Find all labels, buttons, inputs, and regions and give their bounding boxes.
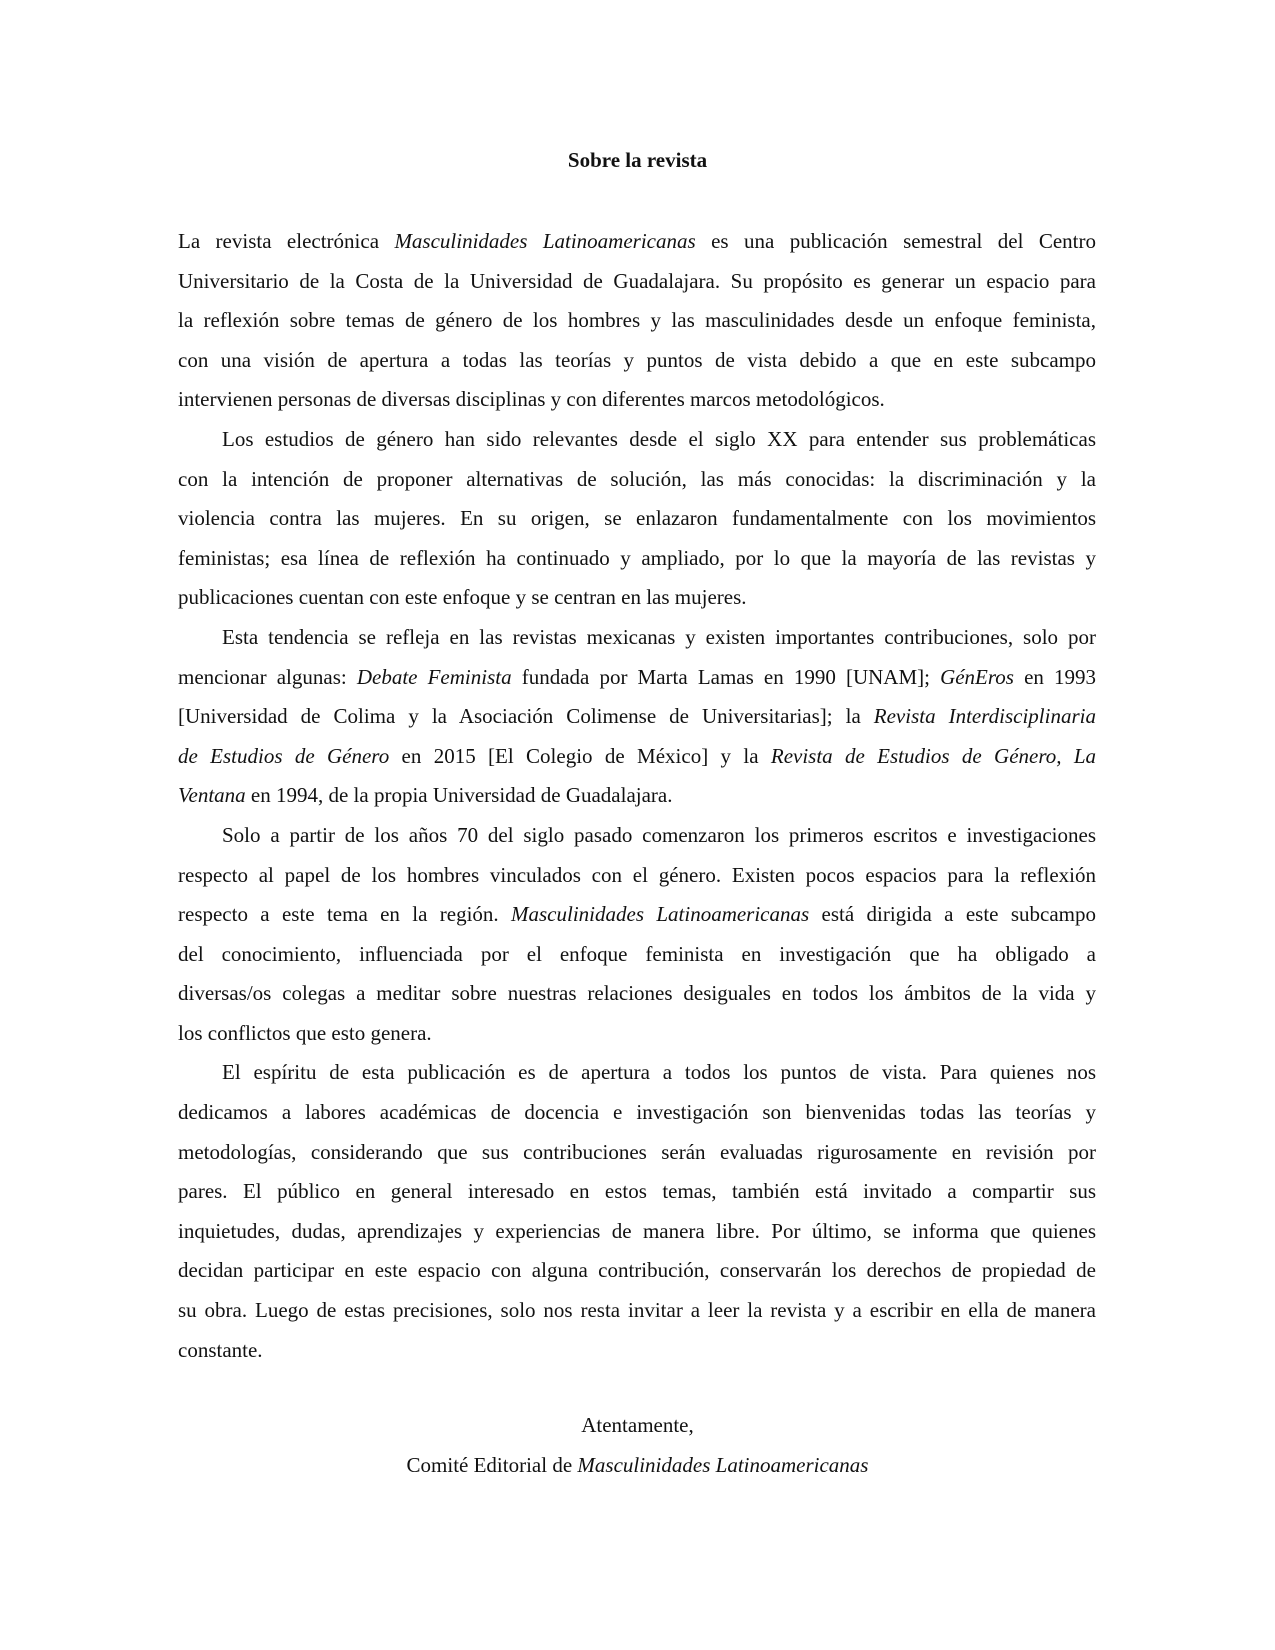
italic-title: Debate Feminista (356, 664, 512, 689)
text-run: Solo a partir de los años 70 del siglo pasado comenzaron los primeros escritos e investigaciones (222, 822, 1096, 847)
text-run: constante. (178, 1337, 263, 1362)
text-run: mencionar algunas: (178, 664, 357, 689)
text-run: inquietudes, dudas, aprendizajes y experiencias de manera libre. Por último, se informa que quienes (178, 1218, 1096, 1243)
italic-title: Revista Interdisciplinaria (873, 704, 1096, 729)
text-run: dedicamos a labores académicas de docencia e investigación son bienvenidas todas las teorías y (178, 1100, 1096, 1125)
text-line (178, 1291, 1096, 1331)
text-run: Universitario de la Costa de la Universidad de Guadalajara. Su propósito es generar un espacio para (178, 268, 1096, 293)
paragraph (178, 816, 1096, 1054)
text-line (178, 1251, 1096, 1291)
text-run: La revista electrónica (178, 229, 395, 253)
text-line (178, 658, 1096, 698)
text-line (178, 301, 1096, 341)
text-run: del conocimiento, influenciada por el enfoque feminista en investigación que ha obligado a (178, 941, 1096, 966)
text-run: diversas/os colegas a meditar sobre nuestras relaciones desiguales en todos los ámbitos de la vida y (178, 981, 1096, 1006)
text-line (178, 1172, 1096, 1212)
text-line (178, 697, 1096, 737)
text-run: la reflexión sobre temas de género de los hombres y las masculinidades desde un enfoque feminista, (178, 308, 1096, 333)
text-run: está dirigida a este subcampo (809, 902, 1096, 927)
page-title: Sobre la revista (567, 148, 708, 172)
signature (0, 1446, 1275, 1486)
text-run: en 2015 [El Colegio de México] y la (389, 743, 771, 768)
text-run: pares. El público en general interesado en estos temas, también está invitado a compartir sus (178, 1179, 1096, 1204)
text-line (178, 1053, 1096, 1093)
text-line (178, 935, 1096, 975)
text-run: su obra. Luego de estas precisiones, solo nos resta invitar a leer la revista y a escribir en ella de manera (178, 1298, 1096, 1323)
text-run: respecto a este tema en la región. (178, 902, 512, 927)
text-line (178, 420, 1096, 460)
text-run: Los estudios de género han sido relevantes desde el siglo XX para entender sus problemáticas (222, 426, 1096, 451)
text-run: metodologías, considerando que sus contribuciones serán evaluadas rigurosamente en revisión por (178, 1139, 1096, 1164)
text-line (178, 460, 1096, 500)
italic-title: Ventana (178, 783, 246, 808)
italic-title: Masculinidades Latinoamericanas (511, 902, 810, 927)
text-run: es una publicación semestral del Centro (695, 229, 1096, 253)
text-run: [Universidad de Colima y la Asociación Colimense de Universitarias]; la (178, 704, 874, 729)
text-line (178, 1014, 1096, 1054)
closing-block (0, 1406, 1275, 1485)
italic-title: Revista de Estudios de Género, La (770, 743, 1096, 768)
text-line (178, 380, 1096, 420)
text-run: Esta tendencia se refleja en las revistas mexicanas y existen importantes contribuciones, solo por (222, 624, 1096, 649)
paragraph (178, 420, 1096, 618)
italic-title: Masculinidades Latinoamericanas (394, 229, 696, 253)
italic-title: de Estudios de Género (178, 743, 390, 768)
text-run: en 1993 (1013, 664, 1096, 689)
text-run: decidan participar en este espacio con alguna contribución, conservarán los derechos de propiedad de (178, 1258, 1096, 1283)
text-line (178, 1331, 1096, 1371)
document-body (178, 222, 1096, 1370)
text-line (178, 856, 1096, 896)
text-line (178, 1093, 1096, 1133)
text-run: respecto al papel de los hombres vinculados con el género. Existen pocos espacios para la reflexión (178, 862, 1096, 887)
text-line (178, 618, 1096, 658)
text-line (178, 222, 1096, 262)
text-run: con la intención de proponer alternativas de solución, las más conocidas: la discriminación y la (178, 466, 1096, 491)
paragraph (178, 618, 1096, 816)
text-line (178, 816, 1096, 856)
text-line (178, 974, 1096, 1014)
text-line (178, 737, 1096, 777)
text-line (178, 895, 1096, 935)
text-run: fundada por Marta Lamas en 1990 [UNAM]; (511, 664, 941, 689)
text-line (178, 1212, 1096, 1252)
text-run: violencia contra las mujeres. En su origen, se enlazaron fundamentalmente con los movimientos (178, 506, 1096, 531)
text-line (178, 1133, 1096, 1173)
text-run: intervienen personas de diversas disciplinas y con diferentes marcos metodológicos. (178, 387, 885, 412)
text-run: con una visión de apertura a todas las teorías y puntos de vista debido a que en este subcampo (178, 347, 1096, 372)
text-line (178, 776, 1096, 816)
text-run: en 1994, de la propia Universidad de Guadalajara. (245, 783, 673, 808)
paragraph (178, 1053, 1096, 1370)
italic-title: GénEros (940, 664, 1014, 689)
text-line (178, 578, 1096, 618)
text-run: El espíritu de esta publicación es de apertura a todos los puntos de vista. Para quienes nos (222, 1060, 1096, 1085)
text-run: publicaciones cuentan con este enfoque y se centran en las mujeres. (178, 585, 747, 610)
text-line (178, 262, 1096, 302)
signature-journal: Masculinidades Latinoamericanas (577, 1452, 869, 1477)
text-line (178, 539, 1096, 579)
signature-prefix: Comité Editorial de (406, 1452, 578, 1477)
text-line (178, 341, 1096, 381)
paragraph (178, 222, 1096, 420)
salutation: Atentamente, (581, 1413, 694, 1437)
text-line (178, 499, 1096, 539)
text-run: feministas; esa línea de reflexión ha continuado y ampliado, por lo que la mayoría de las revistas y (178, 545, 1096, 570)
text-run: los conflictos que esto genera. (178, 1020, 432, 1045)
